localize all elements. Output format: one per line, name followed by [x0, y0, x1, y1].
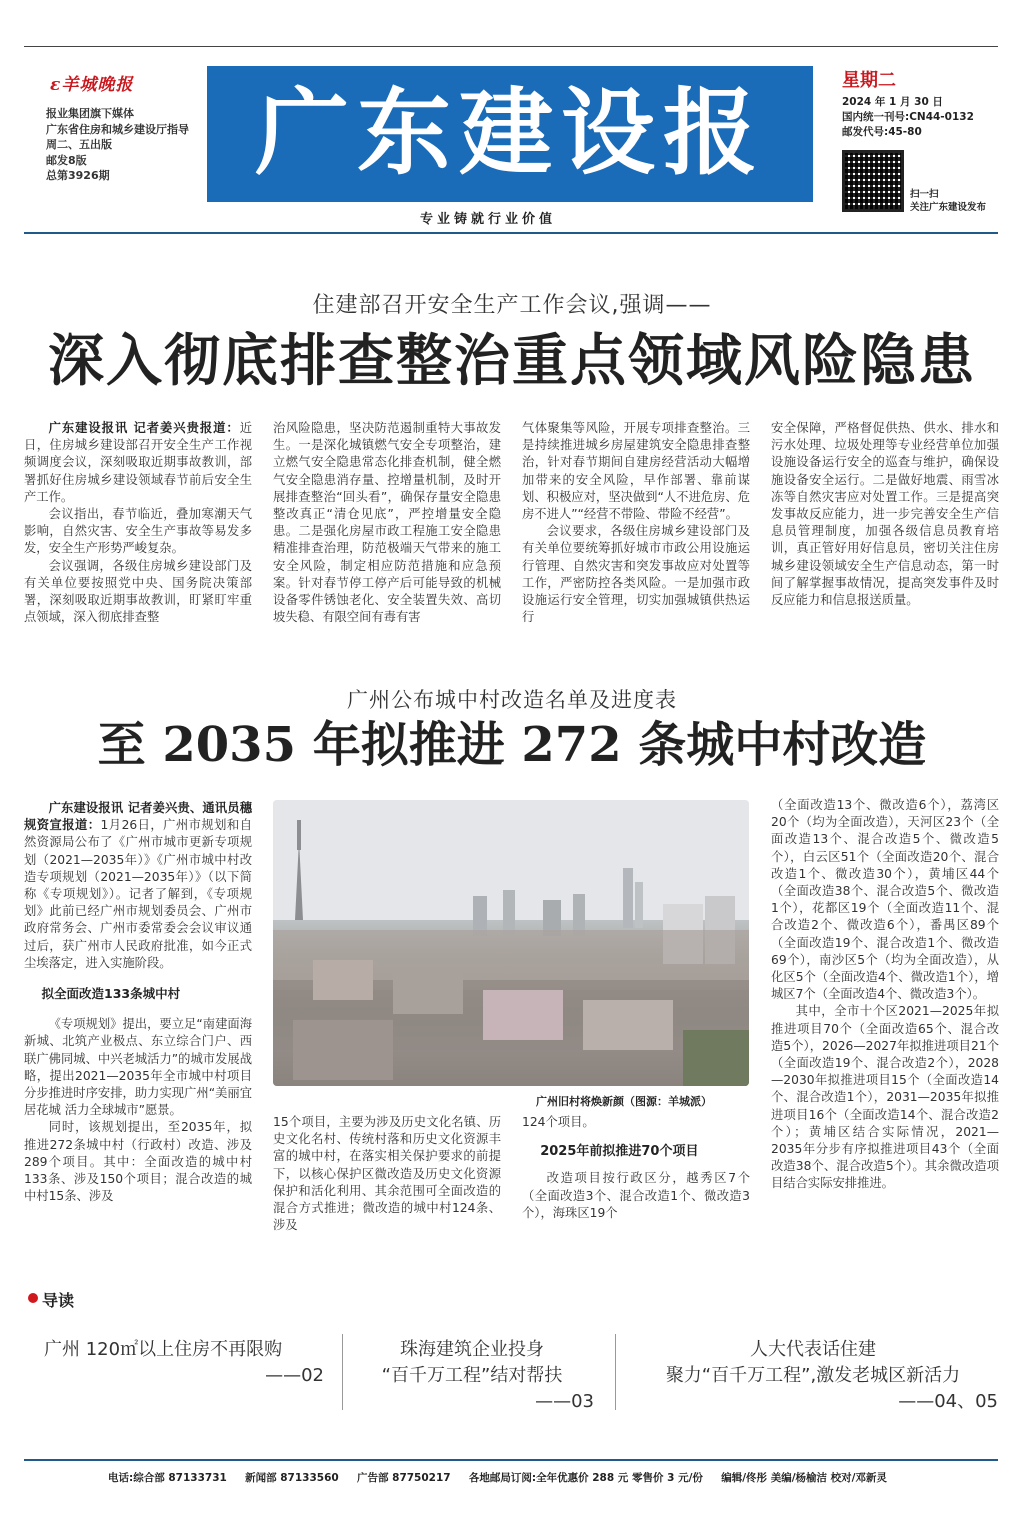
article1-headline: 深入彻底排查整治重点领域风险隐患: [48, 328, 976, 394]
article2-kicker: 广州公布城中村改造名单及进度表: [347, 688, 677, 712]
guide-dot-icon: [28, 1293, 38, 1303]
header-rule: [24, 232, 998, 234]
logo-mark-icon: ε: [50, 75, 62, 95]
article2-col2: [273, 1114, 501, 1235]
city-skyline-illustration: [273, 800, 749, 1086]
article2-byline: 广东建设报讯 记者姜兴贵、通讯员穗规资宣报道：: [24, 801, 252, 833]
article1-col1: [24, 420, 252, 635]
guide-divider: [342, 1334, 343, 1410]
article1-col2: [273, 420, 501, 635]
article1-para: 安全保障，严格督促供热、供水、排水和污水处理、垃圾处理等专业经营单位加强设施设备运行安全的巡查与维护，确保设施设备安全运行。二是做好地震、雨雪冰冻等自然灾害应对处置工作。三是提高突发事故反应能力，进一步完善安全生产信息员管理制度，加强各级信息员教育培训，真正管好用好信息员，密切关注住房城乡建设领域安全生产信息动态，第一时间了解掌握事故情况，提高突发事件及时反应能力和信息报送质量。: [771, 421, 999, 608]
weekday: 星期二: [842, 70, 896, 91]
article2-col4: [771, 797, 999, 1237]
meta-line: 周二、五出版: [46, 138, 112, 151]
photo-caption: 广州旧村将焕新颜（图源：羊城派）: [536, 1095, 712, 1108]
article1-byline: 广东建设报讯 记者姜兴贵报道：: [48, 421, 240, 435]
article2-subhead: 2025年前拟推进70个项目: [540, 1144, 699, 1160]
guide-item-page: ——03: [535, 1391, 594, 1412]
qr-code-icon: [842, 150, 904, 212]
header-right-meta: [842, 95, 974, 140]
article1-para: 近日，住房城乡建设部召开安全生产工作视频调度会议，深刻吸取近期事故教训，部署抓好住房城乡建设领域春节前后安全生产工作。: [24, 421, 252, 504]
guide-title: 导读: [42, 1291, 75, 1310]
guide-item-title: 珠海建筑企业投身: [400, 1339, 544, 1360]
footer-editors: 编辑/佟彤 美编/杨榆洁 校对/邓新灵: [721, 1472, 888, 1484]
qr-follow-text: 关注广东建设发布: [910, 202, 987, 213]
qr-note: [910, 188, 986, 214]
footer-subscribe: 各地邮局订阅:全年优惠价 288 元 零售价 3 元/份: [468, 1472, 703, 1484]
slogan: 专业铸就行业价值: [420, 212, 557, 227]
footer-news: 新闻部 87133560: [245, 1472, 339, 1484]
article2-para: 15个项目，主要为涉及历史文化名镇、历史文化名村、传统村落和历史文化资源丰富的城中村，在落实相关保护要求的前提下，以核心保护区微改造及历史文化资源保护和活化利用、其余范围可全面改造的混合方式推进；微改造的城中村124条、涉及: [273, 1115, 501, 1233]
issn: 国内统一刊号:CN44-0132: [842, 111, 974, 123]
guide-item-title: 人大代表话住建: [750, 1339, 876, 1360]
guide-item-1[interactable]: [44, 1337, 324, 1389]
guide-divider: [615, 1334, 616, 1410]
article2-col1: [24, 800, 252, 1235]
article1-para: 会议强调，各级住房城乡建设部门及有关单位要按照党中央、国务院决策部署，深刻吸取近期事故教训，盯紧盯牢重点领域，深入彻底排查整: [24, 558, 252, 625]
article2-para: 124个项目。: [522, 1115, 595, 1129]
article1-para: 气体聚集等风险，开展专项排查整治。三是持续推进城乡房屋建筑安全隐患排查整治，针对春节期间自建房经营活动大幅增加带来的安全风险，早作部署、靠前谋划、积极应对，坚决做到“人不进危房、危房不进人”“经营不带险、带险不经营”。: [522, 421, 750, 522]
guide-item-subtitle: 聚力“百千万工程”,激发老城区新活力: [665, 1365, 961, 1386]
article2-headline: 至 2035 年拟推进 272 条城中村改造: [97, 717, 927, 773]
article2-para: 改造项目按行政区分，越秀区7个（全面改造3个、混合改造1个、微改造3个），海珠区19个: [522, 1171, 750, 1220]
header-left-meta: [46, 106, 189, 184]
masthead-title: 广东建设报: [207, 66, 813, 202]
footer-bar: [108, 1470, 887, 1485]
article2-para: 《专项规划》提出，要立足“南建面海新城、北筑产业极点、东立综合门户、西联广佛同城、中兴老城活力”的城市发展战略，提出2021—2035年全市城中村项目分步推进时序安排，助力实现广州“美丽宜居花城 活力全球城市”愿景。: [24, 1017, 252, 1118]
article2-para: （全面改造13个、微改造6个），荔湾区20个（均为全面改造），天河区23个（全面改造13个、混合改造5个、微改造5个），白云区51个（全面改造20个、混合改造1个、微改造30个），黄埔区44个（全面改造38个、混合改造5个、微改造1个），花都区19个（全面改造11个、混合改造2个、微改造6个），番禺区89个（全面改造19个、混合改造1个、微改造69个），南沙区5个（均为全面改造），从化区5个（全面改造4个、微改造1个），增城区7个（全面改造4个、微改造3个）。: [771, 798, 999, 1002]
article1-para: 会议要求，各级住房城乡建设部门及有关单位要统筹抓好城市市政公用设施运行管理、自然灾害和突发事故应对处置等工作，严密防控各类风险。一是加强市政设施运行安全管理，切实加强城镇供热运行: [522, 524, 750, 625]
article2-para: 1月26日，广州市规划和自然资源局公布了《广州市城市更新专项规划（2021—2035年）》《广州市城中村改造专项规划（2021—2035年）》（以下简称《专项规划》）。记者了解到，《专项规划》此前已经广州市规划委员会、广州市政府常务会、广州市委常委会会议审议通过后，获广州市人民政府批准，如今正式尘埃落定，进入实施阶段。: [24, 818, 252, 970]
top-rule: [24, 46, 998, 47]
guide-item-page: ——04、05: [898, 1391, 998, 1412]
article2-para: 其中，全市十个区2021—2025年拟推进项目70个（全面改造65个、混合改造5个），2026—2027年拟推进项目21个（全面改造19个、混合改造2个），2028—2030年拟推进项目15个（全面改造14个、混合改造1个），2031—2035年拟推进项目16个（全面改造14个、混合改造2个）；黄埔区结合实际情况，2021—2035年分步有序拟推进项目43个（全面改造38个、混合改造5个）。其余微改造项目结合实际安排推进。: [771, 1004, 999, 1191]
article1-kicker: 住建部召开安全生产工作会议,强调——: [312, 293, 712, 318]
qr-scan-text: 扫一扫: [910, 189, 939, 200]
footer-rule: [24, 1459, 998, 1461]
issue-date: 2024 年 1 月 30 日: [842, 96, 943, 108]
footer-ads: 广告部 87750217: [356, 1472, 451, 1484]
logo-yangcheng: [50, 70, 133, 95]
guide-item-page: ——02: [265, 1365, 324, 1386]
article1-col3: [522, 420, 750, 635]
article2-para: 同时，该规划提出，至2035年，拟推进272条城中村（行政村）改造、涉及289个项目。其中：全面改造的城中村133条、涉及150个项目；混合改造的城中村15条、涉及: [24, 1120, 252, 1204]
article1-para: 会议指出，春节临近，叠加寒潮天气影响，自然灾害、安全生产事故等易发多发，安全生产形势严峻复杂。: [24, 507, 252, 556]
meta-line: 总第3926期: [46, 169, 110, 182]
article2-col3: [522, 1114, 750, 1235]
meta-line: 广东省住房和城乡建设厅指导: [46, 122, 189, 136]
postal-code: 邮发代号:45-80: [842, 126, 922, 138]
footer-phone: 电话:综合部 87133731: [108, 1472, 227, 1484]
city-photo: [273, 800, 749, 1086]
logo-text: 羊城晚报: [61, 75, 134, 95]
article2-subhead: 拟全面改造133条城中村: [41, 986, 181, 1002]
article1-col4: [771, 420, 999, 635]
guide-item-2[interactable]: [350, 1337, 594, 1415]
meta-line: 报业集团旗下媒体: [46, 107, 134, 120]
guide-item-3[interactable]: [628, 1337, 998, 1415]
guide-item-subtitle: “百千万工程”结对帮扶: [381, 1365, 563, 1386]
meta-line: 邮发8版: [46, 153, 87, 167]
article1-para: 治风险隐患，坚决防范遏制重特大事故发生。一是深化城镇燃气安全专项整治，建立燃气安全隐患常态化排查机制，健全燃气安全隐患消存量、控增量机制，及时开展排查整治“回头看”，确保存量安全隐患整改真正“清仓见底”，严控增量安全隐患。二是强化房屋市政工程施工安全隐患精准排查治理，防范极端天气带来的施工安全风险，制定相应防范措施和应急预案。针对春节停工停产后可能导致的机械设备零件锈蚀老化、安全装置失效、高切坡失稳、有限空间有毒有害: [273, 421, 501, 625]
guide-item-title: 广州 120㎡以上住房不再限购: [44, 1339, 283, 1360]
